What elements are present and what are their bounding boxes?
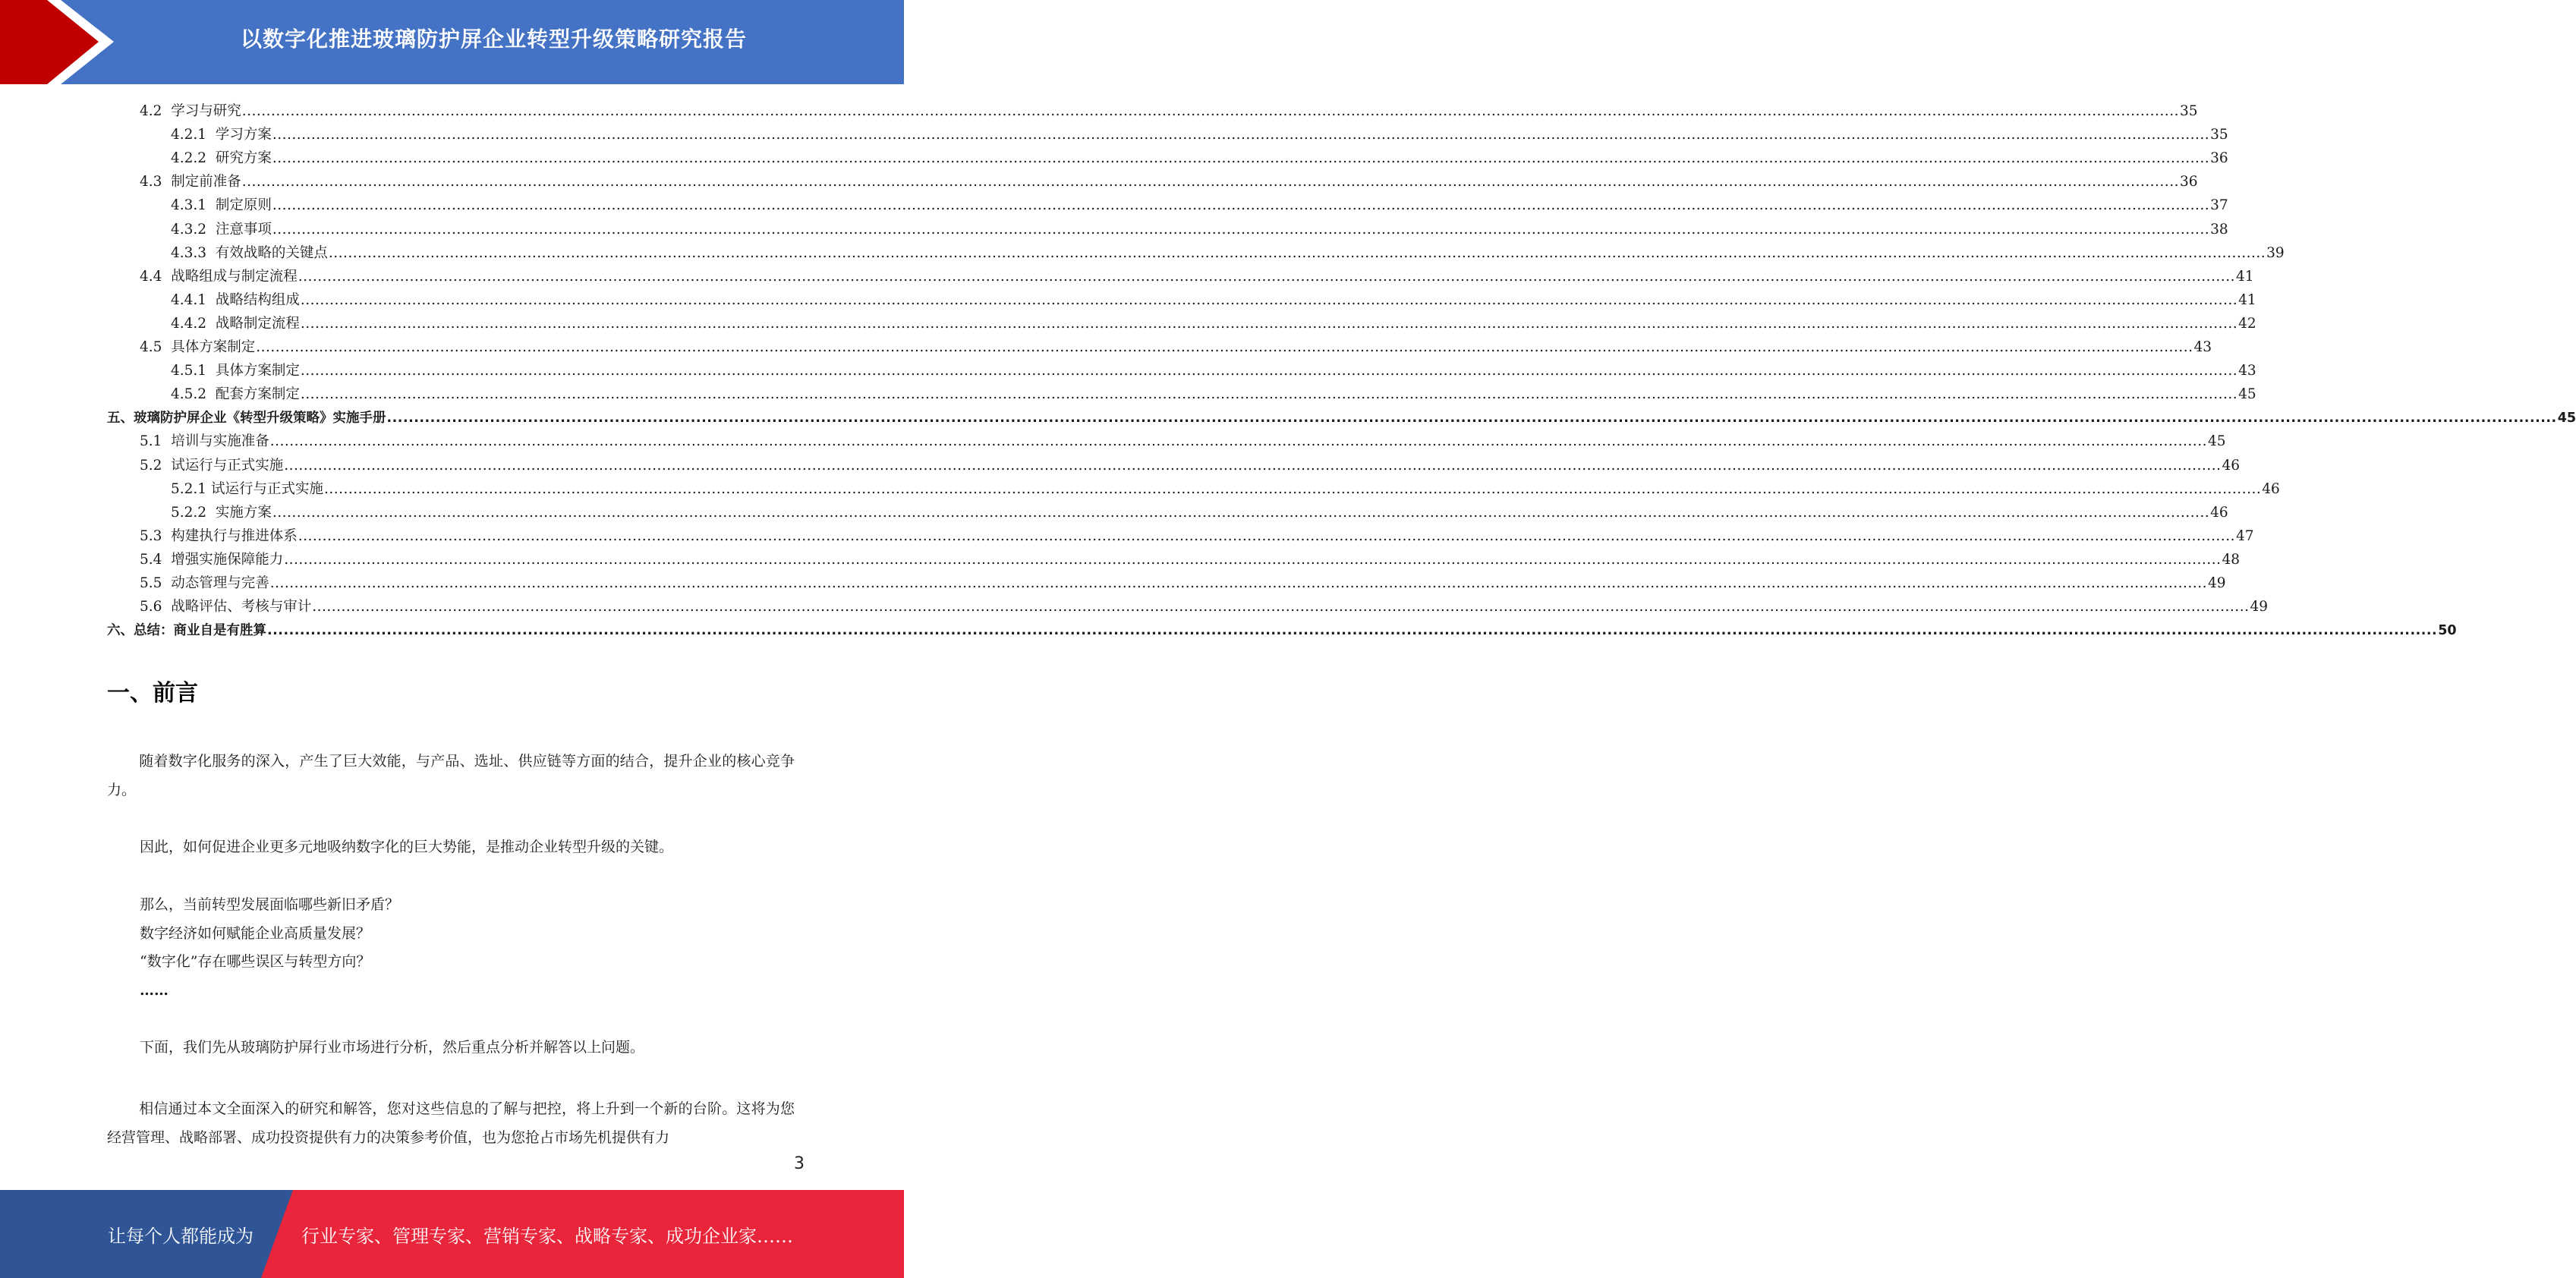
toc-entry-number: 4.2	[140, 103, 172, 119]
toc-entry[interactable]	[140, 568, 2226, 592]
toc-entry-page: 35	[2210, 127, 2228, 143]
toc-entry[interactable]	[171, 143, 2228, 167]
toc-entry-page: 48	[2222, 551, 2240, 568]
toc-leader-dots: ................................................................................................................................................................................................................................................................................................................................................................................................................	[300, 291, 2238, 308]
toc-entry-page: 39	[2266, 244, 2285, 261]
toc-entry-number: 4.5.2	[171, 386, 216, 403]
toc-entry[interactable]	[171, 474, 2280, 498]
toc-entry-number: 4.3.1	[171, 197, 216, 214]
toc-entry-label: 试运行与正式实施	[171, 457, 284, 474]
toc-entry-label: 研究方案	[215, 150, 272, 167]
toc-entry-page: 38	[2210, 221, 2228, 238]
toc-leader-dots: ................................................................................................................................................................................................................................................................................................................................................................................................................	[256, 339, 2193, 355]
toc-entry-label: 培训与实施准备	[171, 433, 269, 450]
toc-entry-number: 5.5	[140, 575, 172, 591]
toc-entry-label: 战略评估、考核与审计	[171, 599, 312, 615]
toc-entry-page: 37	[2210, 197, 2228, 214]
section-heading: 一、前言	[107, 680, 198, 707]
toc-leader-dots: ................................................................................................................................................................................................................................................................................................................................................................................................................	[328, 244, 2266, 261]
toc-entry-page: 43	[2238, 363, 2256, 379]
toc-leader-dots: ................................................................................................................................................................................................................................................................................................................................................................................................................	[267, 623, 2438, 639]
toc-entry-label: 制定原则	[215, 197, 272, 214]
toc-leader-dots: ................................................................................................................................................................................................................................................................................................................................................................................................................	[284, 551, 2222, 568]
toc-leader-dots: ................................................................................................................................................................................................................................................................................................................................................................................................................	[312, 599, 2250, 615]
toc-entry-page: 46	[2222, 457, 2240, 474]
toc-entry[interactable]	[140, 427, 2226, 450]
toc-leader-dots: ................................................................................................................................................................................................................................................................................................................................................................................................................	[298, 268, 2235, 285]
toc-entry[interactable]	[171, 356, 2256, 379]
toc-entry-label: 六、总结：商业自是有胜算	[107, 623, 266, 639]
toc-entry-label: 增强实施保障能力	[171, 551, 284, 568]
toc-entry[interactable]	[171, 190, 2228, 214]
toc-leader-dots: ................................................................................................................................................................................................................................................................................................................................................................................................................	[272, 221, 2210, 238]
toc-entry-number: 5.2.1	[171, 480, 211, 497]
toc-leader-dots: ................................................................................................................................................................................................................................................................................................................................................................................................................	[284, 457, 2222, 474]
toc-leader-dots: ................................................................................................................................................................................................................................................................................................................................................................................................................	[300, 386, 2238, 403]
question-2: 数字经济如何赋能企业高质量发展？	[140, 925, 371, 942]
toc-entry-label: 实施方案	[215, 504, 272, 521]
toc-entry-label: 制定前准备	[171, 174, 241, 190]
toc-entry-page: 45	[2238, 386, 2256, 403]
toc-leader-dots: ................................................................................................................................................................................................................................................................................................................................................................................................................	[272, 504, 2210, 521]
toc-entry-label: 五、玻璃防护屏企业《转型升级策略》实施手册	[107, 411, 386, 427]
toc-entry-page: 41	[2235, 268, 2254, 285]
toc-entry-label: 具体方案制定	[215, 363, 300, 379]
toc-entry[interactable]	[140, 167, 2198, 190]
toc-entry-page: 35	[2179, 103, 2198, 119]
toc-entry-number: 4.4	[140, 268, 172, 285]
toc-entry-page: 45	[2207, 433, 2226, 450]
toc-entry-page: 46	[2210, 504, 2228, 521]
toc-entry[interactable]	[171, 309, 2256, 332]
toc-leader-dots: ................................................................................................................................................................................................................................................................................................................................................................................................................	[241, 174, 2179, 190]
toc-entry[interactable]	[171, 285, 2256, 309]
toc-entry-page: 47	[2235, 527, 2254, 544]
toc-entry-page: 49	[2207, 575, 2226, 591]
toc-entry-page: 46	[2262, 480, 2280, 497]
header-title: 以数字化推进玻璃防护屏企业转型升级策略研究报告	[240, 27, 747, 52]
toc-entry-number: 4.3.2	[171, 221, 216, 238]
paragraph-4	[107, 1094, 795, 1152]
toc-entry-number: 4.4.2	[171, 315, 216, 332]
toc-entry-number: 4.2.2	[171, 150, 216, 167]
paragraph-2: 因此，如何促进企业更多元地吸纳数字化的巨大势能，是推动企业转型升级的关键。	[140, 839, 674, 855]
toc-leader-dots: ................................................................................................................................................................................................................................................................................................................................................................................................................	[272, 150, 2210, 167]
toc-leader-dots: ................................................................................................................................................................................................................................................................................................................................................................................................................	[272, 197, 2210, 214]
toc-entry-label: 试运行与正式实施	[210, 480, 323, 497]
toc-entry-number: 5.4	[140, 551, 172, 568]
toc-entry-number: 5.6	[140, 599, 172, 615]
question-1: 那么，当前转型发展面临哪些新旧矛盾？	[140, 896, 400, 913]
toc-entry[interactable]	[140, 262, 2254, 285]
paragraph-4-text: 相信通过本文全面深入的研究和解答，您对这些信息的了解与把控，将上升到一个新的台阶。这将为您经营管理、战略部署、成功投资提供有力的决策参考价值，也为您抢占市场先机提供有力	[107, 1100, 795, 1146]
toc-entry-number: 4.2.1	[171, 127, 216, 143]
toc-entry[interactable]	[107, 403, 2576, 427]
toc-leader-dots: ................................................................................................................................................................................................................................................................................................................................................................................................................	[300, 363, 2238, 379]
toc-entry[interactable]	[140, 545, 2240, 568]
toc-leader-dots: ................................................................................................................................................................................................................................................................................................................................................................................................................	[269, 433, 2207, 450]
toc-entry-page: 41	[2238, 291, 2256, 308]
toc-leader-dots: ................................................................................................................................................................................................................................................................................................................................................................................................................	[386, 411, 2557, 427]
toc-entry-number: 5.2.2	[171, 504, 216, 521]
toc-entry[interactable]	[171, 238, 2285, 262]
toc-entry-label: 动态管理与完善	[171, 575, 269, 591]
toc-entry[interactable]	[140, 521, 2254, 545]
toc-leader-dots: ................................................................................................................................................................................................................................................................................................................................................................................................................	[298, 527, 2235, 544]
toc-entry[interactable]	[140, 96, 2198, 120]
toc-entry-page: 50	[2438, 623, 2457, 639]
toc-entry[interactable]	[171, 498, 2228, 521]
toc-leader-dots: ................................................................................................................................................................................................................................................................................................................................................................................................................	[300, 315, 2238, 332]
toc-entry-number: 5.2	[140, 457, 172, 474]
paragraph-3: 下面，我们先从玻璃防护屏行业市场进行分析，然后重点分析并解答以上问题。	[140, 1039, 645, 1056]
ellipsis: ……	[140, 982, 168, 999]
paragraph-1	[107, 747, 795, 804]
toc-entry-page: 42	[2238, 315, 2256, 332]
toc-entry-number: 4.5	[140, 339, 172, 355]
toc-entry-label: 战略制定流程	[215, 315, 300, 332]
page-number: 3	[794, 1154, 805, 1173]
toc-entry-page: 36	[2179, 174, 2198, 190]
toc-entry-number: 4.3.3	[171, 244, 216, 261]
toc-entry-page: 36	[2210, 150, 2228, 167]
toc-entry[interactable]	[171, 379, 2256, 403]
toc-entry-label: 学习与研究	[171, 103, 241, 119]
toc-entry-label: 有效战略的关键点	[215, 244, 328, 261]
toc-entry-number: 4.3	[140, 174, 172, 190]
question-3: “数字化”存在哪些误区与转型方向？	[140, 953, 371, 970]
toc-entry-number: 4.4.1	[171, 291, 216, 308]
toc-entry[interactable]	[140, 592, 2268, 615]
toc-leader-dots: ................................................................................................................................................................................................................................................................................................................................................................................................................	[269, 575, 2207, 591]
page-header	[0, 0, 904, 84]
toc-entry[interactable]	[171, 120, 2228, 143]
toc-entry-page: 45	[2557, 411, 2576, 427]
toc-entry-label: 战略组成与制定流程	[171, 268, 298, 285]
toc-entry-number: 4.5.1	[171, 363, 216, 379]
toc-entry[interactable]	[140, 451, 2240, 474]
toc-entry-label: 配套方案制定	[215, 386, 300, 403]
toc-leader-dots: ................................................................................................................................................................................................................................................................................................................................................................................................................	[323, 480, 2262, 497]
footer-slogan-left: 让每个人都能成为	[108, 1225, 254, 1247]
toc-entry-label: 战略结构组成	[215, 291, 300, 308]
toc-entry-number: 5.1	[140, 433, 172, 450]
toc-entry-label: 构建执行与推进体系	[171, 527, 298, 544]
page-footer	[0, 1190, 904, 1278]
toc-entry[interactable]	[140, 332, 2212, 356]
toc-entry-page: 49	[2250, 599, 2268, 615]
toc-entry-page: 43	[2193, 339, 2212, 355]
footer-slogan-right: 行业专家、管理专家、营销专家、战略专家、成功企业家……	[301, 1225, 793, 1247]
toc-entry[interactable]	[107, 615, 2457, 639]
toc-entry[interactable]	[171, 215, 2228, 238]
toc-entry-label: 学习方案	[215, 127, 272, 143]
paragraph-1-text: 随着数字化服务的深入，产生了巨大效能，与产品、选址、供应链等方面的结合，提升企业的核心竞争力。	[107, 753, 795, 798]
toc-leader-dots: ................................................................................................................................................................................................................................................................................................................................................................................................................	[272, 127, 2210, 143]
toc-entry-label: 具体方案制定	[171, 339, 256, 355]
toc-leader-dots: ................................................................................................................................................................................................................................................................................................................................................................................................................	[241, 103, 2179, 119]
toc-entry-label: 注意事项	[215, 221, 272, 238]
toc-entry-number: 5.3	[140, 527, 172, 544]
